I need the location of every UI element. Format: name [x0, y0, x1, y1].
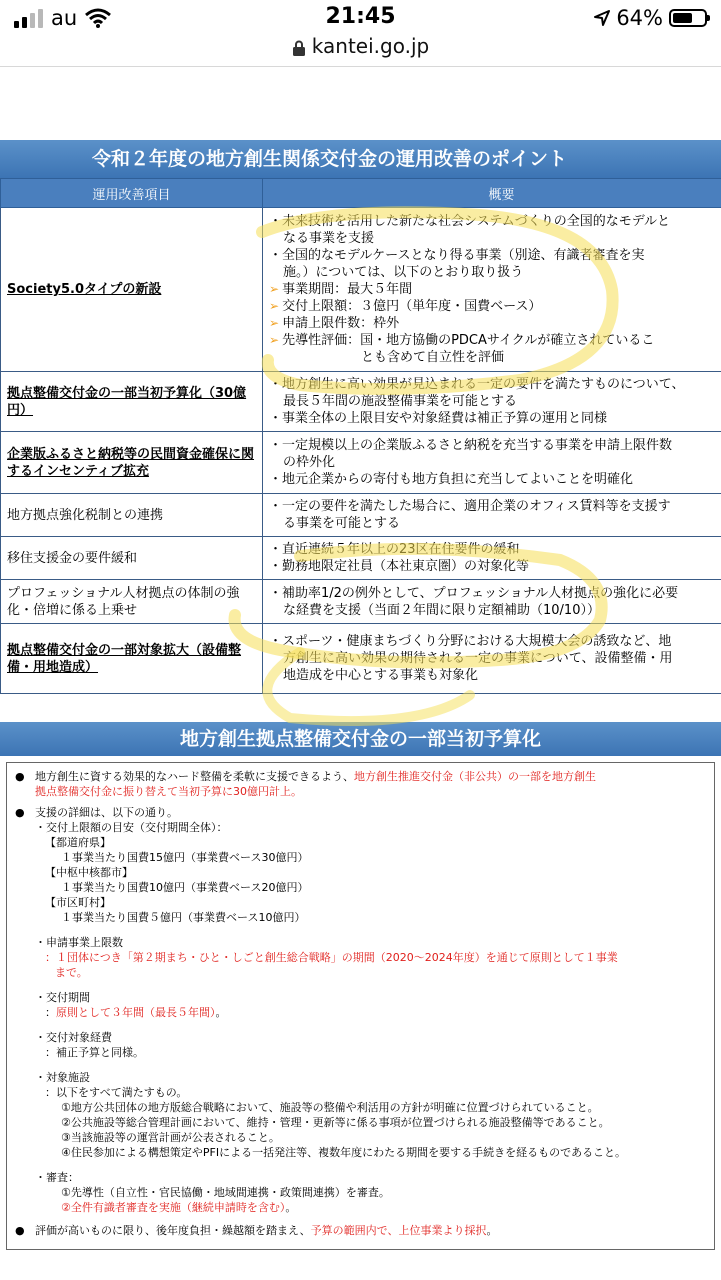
row-summary	[263, 624, 721, 694]
arrow-icon: ➢	[269, 299, 280, 313]
url-text: kantei.go.jp	[311, 34, 430, 58]
row-item: プロフェッショナル人材拠点の体制の強化・倍増に係る上乗せ	[1, 580, 263, 624]
detail-label: 【市区町村】	[45, 896, 111, 909]
detail-heading: ・対象施設	[35, 1071, 90, 1084]
table-row	[1, 208, 721, 372]
detail-value: ：補正予算と同様。	[45, 1046, 144, 1059]
status-bar	[0, 0, 721, 34]
column-header-summary: 概要	[263, 179, 721, 208]
summary-line: ・全国的なモデルケースとなり得る事業（別途、有識者審査を実	[269, 248, 645, 263]
row-summary	[263, 208, 721, 372]
summary-line: とも含めて自立性を評価	[361, 350, 505, 365]
detail-heading: ・交付期間	[35, 991, 90, 1004]
summary-line: の枠外化	[283, 455, 336, 470]
summary-line: ・地方創生に高い効果が見込まれる一定の要件を満たすものについて、	[269, 377, 685, 392]
detail-value: ②公共施設等総合管理計画において、維持・管理・更新等に係る事項が位置づけられる施設整備等であること。	[61, 1116, 610, 1129]
table-row	[1, 580, 721, 624]
summary-line: なる事業を支援	[283, 231, 375, 246]
location-arrow-icon	[594, 10, 610, 26]
bullet-icon: ●	[15, 1224, 25, 1237]
bullet-text-highlight: 拠点整備交付金に振り替えて当初予算に30億円計上。	[35, 785, 302, 798]
summary-line: ・直近連続５年以上の23区在住要件の緩和	[269, 542, 520, 557]
summary-line: ・地元企業からの寄付も地方負担に充当してよいことを明確化	[269, 472, 634, 487]
detail-value: １事業当たり国費５億円（事業費ベース10億円）	[61, 911, 306, 924]
summary-line: ・事業全体の上限目安や対象経費は補正予算の運用と同様	[269, 411, 608, 426]
detail-value: ①先導性（自立性・官民協働・地域間連携・政策間連携）を審査。	[61, 1186, 390, 1199]
bullet-item	[15, 769, 706, 799]
row-item: 拠点整備交付金の一部対象拡大（設備整備・用地造成）	[1, 624, 263, 694]
section1-title: 令和２年度の地方創生関係交付金の運用改善のポイント	[0, 140, 721, 178]
bullet-text-highlight: 予算の範囲内で、上位事業より採択	[310, 1224, 487, 1237]
summary-line: ・勤務地限定社員（本社東京圏）の対象化等	[269, 559, 530, 574]
summary-line: ・スポーツ・健康まちづくり分野における大規模大会の誘致など、地	[269, 634, 672, 649]
summary-line: 交付上限額：３億円（単年度・国費ベース）	[282, 299, 542, 314]
row-item: Society5.0タイプの新設	[1, 208, 263, 372]
bullet-item	[15, 805, 706, 1215]
detail-value: まで。	[55, 966, 88, 979]
detail-value: 原則として３年間（最長５年間）	[56, 1006, 216, 1019]
bullet-text-highlight: 地方創生推進交付金（非公共）の一部を地方創生	[354, 770, 596, 783]
detail-value: 。	[285, 1201, 297, 1214]
summary-line: ・未来技術を活用した新たな社会システムづくりの全国的なモデルと	[269, 214, 671, 229]
arrow-icon: ➢	[269, 316, 280, 330]
row-item: 移住支援金の要件緩和	[1, 537, 263, 580]
summary-line: 申請上限件数：枠外	[282, 316, 400, 331]
detail-value: ④住民参加による構想策定やPFIによる一括発注等、複数年度にわたる期間を要する手続きを経るものであること。	[61, 1146, 627, 1159]
bullet-text: 支援の詳細は、以下の通り。	[35, 806, 178, 819]
summary-line: ・一定の要件を満たした場合に、適用企業のオフィス賃料等を支援す	[269, 499, 671, 514]
bullet-text: 地方創生に資する効果的なハード整備を柔軟に支援できるよう、	[35, 770, 354, 783]
table-row	[1, 494, 721, 537]
detail-value: ①地方公共団体の地方版総合戦略において、施設等の整備や利活用の方針が明確に位置づけられていること。	[61, 1101, 599, 1114]
bullet-text: 評価が高いものに限り、後年度負担・繰越額を踏まえ、	[35, 1224, 311, 1237]
address-bar[interactable]	[0, 34, 721, 67]
detail-heading: ・審査：	[35, 1171, 79, 1184]
lock-icon	[292, 40, 306, 56]
detail-value: ：	[45, 1006, 56, 1019]
row-summary	[263, 537, 721, 580]
table-row	[1, 624, 721, 694]
summary-line: 地造成を中心とする事業も対象化	[283, 668, 479, 683]
arrow-icon: ➢	[269, 282, 280, 296]
detail-heading: ・交付対象経費	[35, 1031, 112, 1044]
summary-line: 事業期間：最大５年間	[282, 282, 413, 297]
column-header-item: 運用改善項目	[1, 179, 263, 208]
detail-value: 。	[215, 1006, 227, 1019]
bullet-icon: ●	[15, 806, 25, 819]
bullet-item	[15, 1223, 706, 1238]
row-summary	[263, 372, 721, 432]
row-item: 企業版ふるさと納税等の民間資金確保に関するインセンティブ拡充	[1, 432, 263, 494]
carrier-label: au	[51, 6, 78, 30]
row-summary	[263, 494, 721, 537]
detail-value: １事業当たり国費15億円（事業費ベース30億円）	[61, 851, 309, 864]
row-summary	[263, 432, 721, 494]
detail-box	[6, 762, 715, 1250]
battery-percent: 64%	[616, 6, 663, 30]
improvement-table	[0, 178, 721, 694]
detail-label: 【都道府県】	[45, 836, 111, 849]
summary-line: ・補助率1/2の例外として、プロフェッショナル人材拠点の強化に必要	[269, 585, 679, 601]
clock: 21:45	[325, 4, 396, 29]
row-summary	[263, 580, 721, 624]
status-right	[594, 6, 707, 30]
detail-value: ③当該施設等の運営計画が公表されること。	[61, 1131, 280, 1144]
row-item: 地方拠点強化税制との連携	[1, 494, 263, 537]
summary-line: 最長５年間の施設整備事業を可能とする	[283, 394, 518, 409]
detail-heading: ・申請事業上限数	[35, 936, 123, 949]
page-content	[0, 140, 721, 1250]
detail-value: ②全件有識者審査を実施（継続申請時を含む）	[61, 1201, 286, 1214]
summary-line: 方創生に高い効果の期待される一定の事業について、設備整備・用	[283, 651, 673, 666]
section2-title: 地方創生拠点整備交付金の一部当初予算化	[0, 722, 721, 756]
summary-line: 施。）については、以下のとおり取り扱う	[283, 265, 524, 280]
table-row	[1, 537, 721, 580]
detail-heading: ・交付上限額の目安（交付期間全体）：	[35, 821, 228, 834]
detail-value: ：以下をすべて満たすもの。	[45, 1086, 188, 1099]
battery-icon	[669, 9, 707, 27]
summary-line: な経費を支援（当面２年間に限り定額補助（10/10））	[283, 602, 600, 618]
summary-line: 先導性評価：国・地方協働のPDCAサイクルが確立されているこ	[282, 333, 655, 348]
table-row	[1, 432, 721, 494]
detail-value: １事業当たり国費10億円（事業費ベース20億円）	[61, 881, 309, 894]
summary-line: ・一定規模以上の企業版ふるさと納税を充当する事業を申請上限件数	[269, 438, 673, 453]
table-row	[1, 372, 721, 432]
summary-line: る事業を可能とする	[283, 516, 401, 531]
bullet-text: 。	[486, 1224, 498, 1237]
arrow-icon: ➢	[269, 333, 280, 347]
bullet-icon: ●	[15, 770, 25, 783]
detail-value: ：１団体につき「第２期まち・ひと・しごと創生総合戦略」の期間（2020〜2024年度）を通じて原則として１事業	[45, 951, 618, 964]
row-item: 拠点整備交付金の一部当初予算化（30億円）	[1, 372, 263, 432]
detail-label: 【中枢中核都市】	[45, 866, 133, 879]
table-header-row	[1, 179, 721, 208]
